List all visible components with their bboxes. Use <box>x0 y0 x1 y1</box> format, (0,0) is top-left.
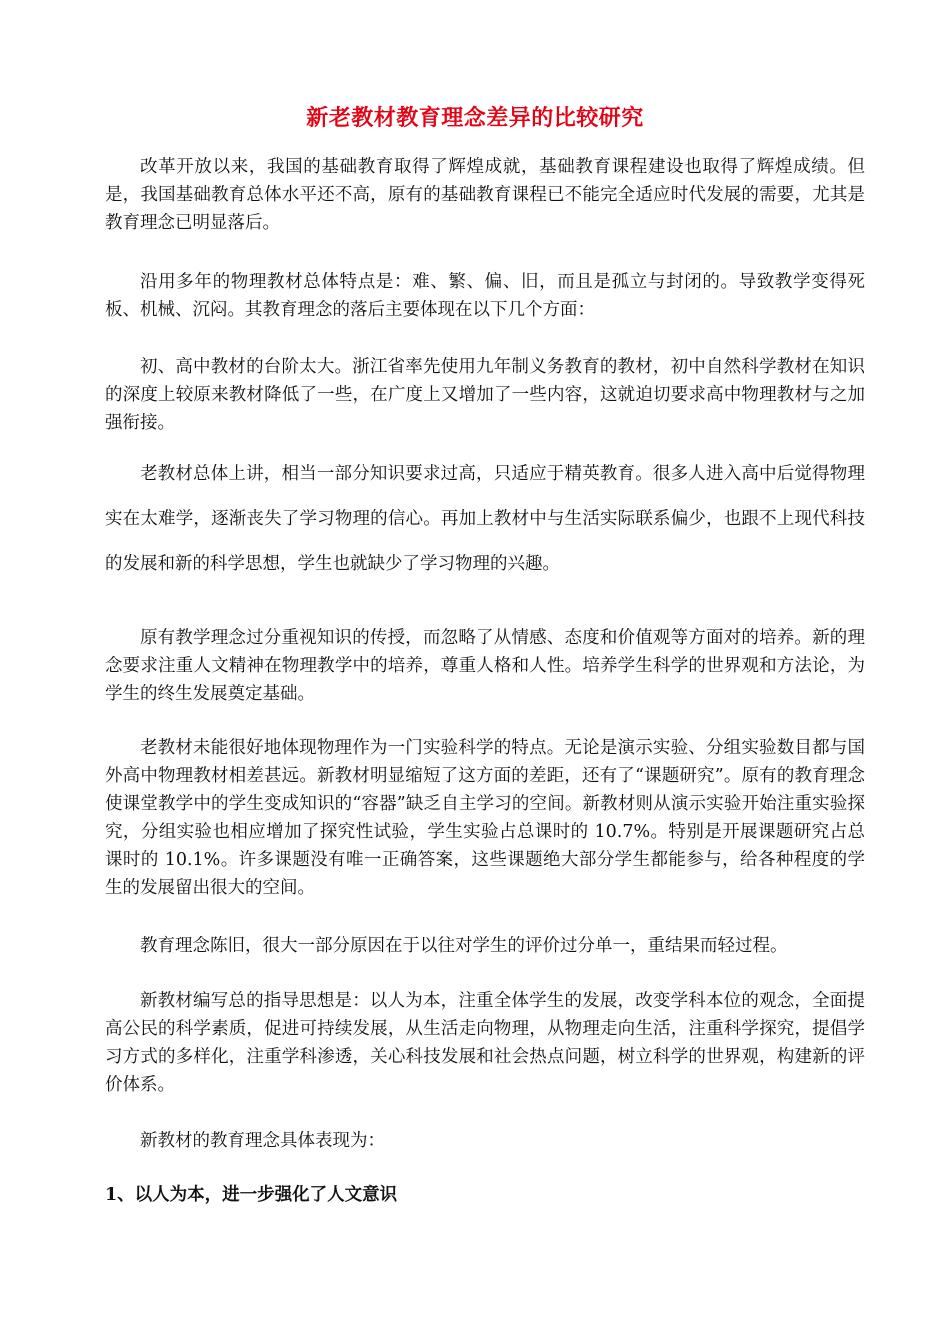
paragraph-reform: 改革开放以来，我国的基础教育取得了辉煌成就，基础教育课程建设也取得了辉煌成绩。但是，我国基础教育总体水平还不高，原有的基础教育课程已不能完全适应时代发展的需要，尤其是教育理念已明显落后。 <box>105 157 865 233</box>
paragraph-humanistic-spirit: 原有教学理念过分重视知识的传授，而忽略了从情感、态度和价值观等方面对的培养。新的理念要求注重人文精神在物理教学中的培养，尊重人格和人性。培养学生科学的世界观和方法论，为学生的终生发展奠定基础。 <box>105 628 865 704</box>
paragraph-new-concepts-intro: 新教材的教育理念具体表现为： <box>140 1131 385 1151</box>
section-heading-1: 1、以人为本，进一步强化了人文意识 <box>105 1185 398 1205</box>
paragraph-elite-education: 老教材总体上讲，相当一部分知识要求过高，只适应于精英教育。很多人进入高中后觉得物理实在太难学，逐渐丧失了学习物理的信心。再加上教材中与生活实际联系偏少，也跟不上现代科技的发展和新的科学思想，学生也就缺少了学习物理的兴趣。 <box>105 464 865 574</box>
paragraph-junior-senior-gap: 初、高中教材的台阶太大。浙江省率先使用九年制义务教育的教材，初中自然科学教材在知识的深度上较原来教材降低了一些，在广度上又增加了一些内容，这就迫切要求高中物理教材与之加强衔接。 <box>105 357 865 433</box>
paragraph-experimental-science: 老教材未能很好地体现物理作为一门实验科学的特点。无论是演示实验、分组实验数目都与国外高中物理教材相差甚远。新教材明显缩短了这方面的差距，还有了“课题研究”。原有的教育理念使课堂教学中的学生变成知识的“容器”缺乏自主学习的空间。新教材则从演示实验开始注重实验探究，分组实验也相应增加了探究性试验，学生实验占总课时的 10.7%。特别是开展课题研究占总课时的 10.1%。许多课题没有唯一正确答案，这些课题绝大部分学生都能参与，给各种程度的学生的发展留出很大的空间。 <box>105 738 865 898</box>
document-title: 新老教材教育理念差异的比较研究 <box>306 105 644 131</box>
paragraph-old-textbook-features: 沿用多年的物理教材总体特点是：难、繁、偏、旧，而且是孤立与封闭的。导致教学变得死板、机械、沉闷。其教育理念的落后主要体现在以下几个方面： <box>105 272 865 320</box>
paragraph-guiding-ideology: 新教材编写总的指导思想是：以人为本，注重全体学生的发展，改变学科本位的观念，全面提高公民的科学素质，促进可持续发展，从生活走向物理，从物理走向生活，注重科学探究，提倡学习方式的多样化，注重学科渗透，关心科技发展和社会热点问题，树立科学的世界观，构建新的评价体系。 <box>105 991 865 1095</box>
paragraph-evaluation: 教育理念陈旧，很大一部分原因在于以往对学生的评价过分单一，重结果而轻过程。 <box>140 936 788 956</box>
